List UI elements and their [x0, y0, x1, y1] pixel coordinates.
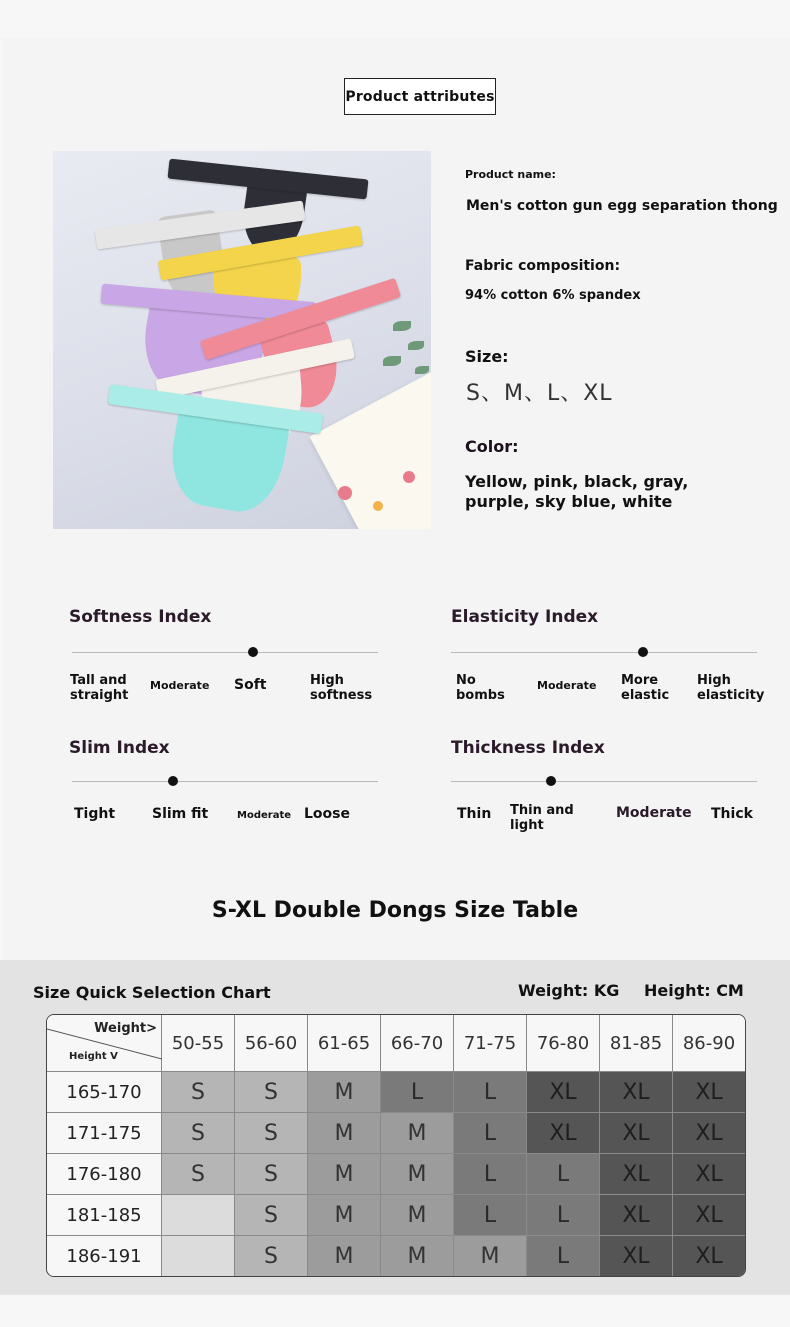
weight-header: 76-80 [527, 1015, 600, 1072]
size-table [46, 1014, 746, 1277]
size-cell: XL [600, 1195, 673, 1236]
weight-unit: Weight: KG [518, 981, 620, 1000]
elasticity-index-title: Elasticity Index [451, 607, 599, 627]
size-cell: XL [600, 1236, 673, 1276]
table-row [47, 1113, 745, 1154]
elasticity-label-3: More elastic [621, 673, 670, 703]
size-cell: M [454, 1236, 527, 1276]
size-cell [162, 1195, 235, 1236]
size-cell: L [527, 1236, 600, 1276]
size-table-heading: S-XL Double Dongs Size Table [211, 898, 579, 923]
corner-weight-label: Weight> [94, 1021, 157, 1036]
table-row [47, 1195, 745, 1236]
size-cell: S [235, 1072, 308, 1113]
size-cell: XL [673, 1113, 745, 1154]
thickness-label-4: Thick [711, 806, 753, 822]
slim-label-4: Loose [304, 806, 350, 822]
color-label: Color: [465, 437, 519, 456]
weight-header: 81-85 [600, 1015, 673, 1072]
size-cell: L [381, 1072, 454, 1113]
elasticity-label-2: Moderate [537, 679, 597, 692]
size-cell [162, 1236, 235, 1276]
weight-header: 50-55 [162, 1015, 235, 1072]
height-cell: 165-170 [47, 1072, 162, 1113]
size-table-corner [47, 1015, 162, 1072]
weight-header: 71-75 [454, 1015, 527, 1072]
size-cell: XL [600, 1113, 673, 1154]
size-table-header [47, 1015, 745, 1072]
weight-header: 61-65 [308, 1015, 381, 1072]
size-cell: M [308, 1236, 381, 1276]
weight-header: 66-70 [381, 1015, 454, 1072]
weight-header: 86-90 [673, 1015, 745, 1072]
size-cell: L [454, 1113, 527, 1154]
slim-label-3: Moderate [237, 810, 292, 821]
elasticity-label-4: High elasticity [697, 673, 765, 703]
table-row [47, 1154, 745, 1195]
size-cell: L [454, 1195, 527, 1236]
thickness-scale [451, 781, 757, 782]
softness-index-title: Softness Index [69, 607, 212, 627]
size-cell: XL [673, 1154, 745, 1195]
slim-label-1: Tight [74, 806, 116, 822]
corner-height-label: Height V [69, 1051, 118, 1062]
size-cell: M [381, 1113, 454, 1154]
size-cell: XL [673, 1195, 745, 1236]
height-cell: 171-175 [47, 1113, 162, 1154]
elasticity-scale [451, 652, 757, 653]
size-cell: S [162, 1154, 235, 1195]
quick-selection-title: Size Quick Selection Chart [33, 983, 271, 1002]
slim-label-2: Slim fit [152, 806, 209, 822]
size-cell: S [235, 1154, 308, 1195]
size-value: S、M、L、XL [466, 381, 613, 406]
product-photo [53, 151, 431, 529]
size-cell: XL [527, 1113, 600, 1154]
size-cell: XL [673, 1236, 745, 1276]
size-cell: S [162, 1072, 235, 1113]
slim-scale [72, 781, 378, 782]
softness-marker [248, 647, 258, 657]
size-cell: M [381, 1154, 454, 1195]
thickness-index-title: Thickness Index [451, 738, 605, 758]
size-cell: S [235, 1113, 308, 1154]
elasticity-marker [638, 647, 648, 657]
fabric-label: Fabric composition: [465, 258, 621, 274]
size-cell: L [527, 1195, 600, 1236]
softness-label-2: Moderate [150, 679, 210, 692]
elasticity-label-1: No bombs [456, 673, 505, 703]
section-title: Product attributes [344, 78, 496, 115]
size-cell: M [308, 1072, 381, 1113]
size-cell: XL [600, 1154, 673, 1195]
size-cell: S [162, 1113, 235, 1154]
size-cell: XL [600, 1072, 673, 1113]
size-cell: M [308, 1195, 381, 1236]
product-name-value: Men's cotton gun egg separation thong [466, 198, 778, 214]
size-cell: L [454, 1154, 527, 1195]
size-cell: L [527, 1154, 600, 1195]
color-value: Yellow, pink, black, gray, purple, sky blue, white [465, 472, 689, 511]
height-unit: Height: CM [644, 981, 744, 1000]
size-cell: S [235, 1195, 308, 1236]
weight-header: 56-60 [235, 1015, 308, 1072]
fabric-value: 94% cotton 6% spandex [465, 288, 641, 303]
thickness-label-2: Thin and light [510, 803, 574, 833]
softness-label-3: Soft [234, 677, 267, 693]
softness-label-4: High softness [310, 673, 373, 703]
size-cell: M [381, 1195, 454, 1236]
size-cell: M [381, 1236, 454, 1276]
thickness-label-3: Moderate [616, 805, 692, 821]
slim-marker [168, 776, 178, 786]
size-cell: S [235, 1236, 308, 1276]
product-name-label: Product name: [465, 168, 556, 181]
size-cell: L [454, 1072, 527, 1113]
size-cell: XL [527, 1072, 600, 1113]
softness-label-1: Tall and straight [70, 673, 129, 703]
size-cell: XL [673, 1072, 745, 1113]
table-row [47, 1236, 745, 1276]
softness-scale [72, 652, 378, 653]
height-cell: 181-185 [47, 1195, 162, 1236]
size-label: Size: [465, 347, 509, 366]
height-cell: 176-180 [47, 1154, 162, 1195]
size-cell: M [308, 1113, 381, 1154]
thickness-label-1: Thin [457, 806, 492, 822]
table-row [47, 1072, 745, 1113]
height-cell: 186-191 [47, 1236, 162, 1276]
slim-index-title: Slim Index [69, 738, 170, 758]
size-cell: M [308, 1154, 381, 1195]
thickness-marker [546, 776, 556, 786]
